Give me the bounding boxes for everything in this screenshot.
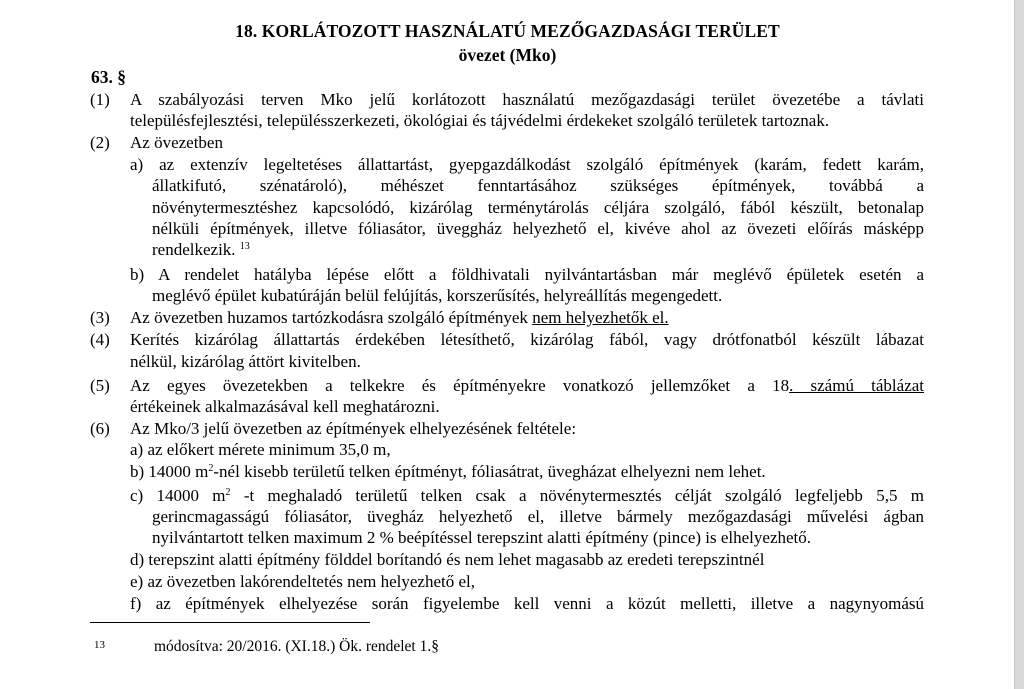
- item-5-underlined-text: . számú táblázat: [789, 376, 925, 395]
- item-2a-line-1: a) az extenzív legeltetéses állattartást, gyepgazdálkodást szolgáló építmények (karám, fedett karám,: [130, 155, 924, 174]
- item-6c-sup: 2: [225, 487, 231, 498]
- item-2-line-1: Az övezetben: [130, 133, 223, 152]
- footnote-ref-13: 13: [239, 241, 250, 252]
- section-title: 18. KORLÁTOZOTT HASZNÁLATÚ MEZŐGAZDASÁGI TERÜLET: [235, 21, 780, 41]
- item-6b-sup: 2: [208, 463, 214, 474]
- item-3-text: Az övezetben huzamos tartózkodásra szolgáló építmények: [130, 308, 533, 327]
- item-number-2: (2): [90, 133, 110, 152]
- item-1-line-2: településfejlesztési, településszerkezeti, ökológiai és tájvédelmi érdekeket szolgáló területek tartoznak.: [130, 111, 830, 130]
- item-number-6: (6): [90, 419, 110, 438]
- item-4-line-2: nélkül, kizárólag áttört kivitelben.: [130, 352, 361, 371]
- item-number-4: (4): [90, 330, 110, 349]
- footnote-text: módosítva: 20/2016. (XI.18.) Ök. rendelet 1.§: [154, 638, 439, 655]
- item-5-line-1: [130, 376, 924, 396]
- item-2a-line-5-text: rendelkezik.: [152, 240, 236, 259]
- item-3-line-1: [130, 308, 669, 328]
- item-6a: a) az előkert mérete minimum 35,0 m,: [130, 440, 391, 459]
- item-4-line-1: Kerítés kizárólag állattartás érdekében létesíthető, kizárólag fából, vagy drótfonatból készült lábazat: [130, 330, 924, 349]
- item-6c-line-2: gerincmagasságú fóliasátor, üvegház helyezhető el, illetve bármely mezőgazdasági művelési ágban: [152, 507, 924, 526]
- item-6c-line-1: [130, 486, 924, 506]
- footnote-separator: [90, 622, 370, 623]
- item-6f: f) az építmények elhelyezése során figyelembe kell venni a közút melletti, illetve a nagynyomású: [130, 594, 924, 613]
- item-2a-line-2: állatkifutó, szénatároló), méhészet fenntartásához szükséges építmények, továbbá a: [152, 176, 924, 195]
- item-6b: [130, 462, 766, 482]
- item-6e: e) az övezetben lakórendeltetés nem helyezhető el,: [130, 572, 476, 591]
- item-3-underlined-text: nem helyezhetők el.: [532, 308, 669, 327]
- section-subtitle: övezet (Mko): [458, 45, 557, 65]
- page-edge-border: [1014, 0, 1024, 689]
- item-6-line-1: Az Mko/3 jelű övezetben az építmények elhelyezésének feltétele:: [130, 419, 577, 438]
- item-6b-pre: b) 14000 m: [130, 462, 209, 481]
- item-number-5: (5): [90, 376, 110, 395]
- item-5-text: Az egyes övezetekben a telkekre és építményekre vonatkozó jellemzőket a 18: [130, 376, 790, 395]
- item-6c-pre: c) 14000 m: [130, 486, 226, 505]
- item-5-line-2: értékeinek alkalmazásával kell meghatározni.: [130, 397, 440, 416]
- item-6d: d) terepszint alatti építmény földdel borítandó és nem lehet magasabb az eredeti terepszintnél: [130, 550, 765, 569]
- item-2b-line-1: b) A rendelet hatályba lépése előtt a földhivatali nyilvántartásban már meglévő épületek esetén a: [130, 265, 924, 284]
- item-2a-line-5: [152, 240, 250, 260]
- item-2a-line-4: nélküli építmények, illetve fóliasátor, üveggház helyezhető el, kivéve ahol az övezeti előírás másképp: [152, 219, 924, 238]
- item-1-line-1: A szabályozási terven Mko jelű korlátozott használatú mezőgazdasági terület övezetébe a távlati: [130, 90, 924, 109]
- paragraph-number: 63. §: [91, 67, 126, 87]
- item-number-1: (1): [90, 90, 110, 109]
- document-page: [90, 0, 925, 689]
- item-2b-line-2: meglévő épület kubatúráján belül felújítás, korszerűsítés, helyreállítás megengedett.: [152, 286, 723, 305]
- item-6c-line-3: nyilvántartott telken maximum 2 % beépítéssel terepszint alatti építmény (pince) is elhelyezhető.: [152, 528, 812, 547]
- item-number-3: (3): [90, 308, 110, 327]
- item-2a-line-3: növénytermesztéshez kapcsolódó, kizárólag terménytárolás céljára szolgáló, fából készült, betonalap: [152, 198, 924, 217]
- footnote-number: 13: [94, 639, 105, 651]
- item-6c-post: -t meghaladó területű telken csak a növénytermesztés célját szolgáló legfeljebb 5,5 m: [230, 486, 924, 505]
- item-6b-post: -nél kisebb területű telken építményt, fóliasátrat, üvegházat elhelyezni nem lehet.: [213, 462, 766, 481]
